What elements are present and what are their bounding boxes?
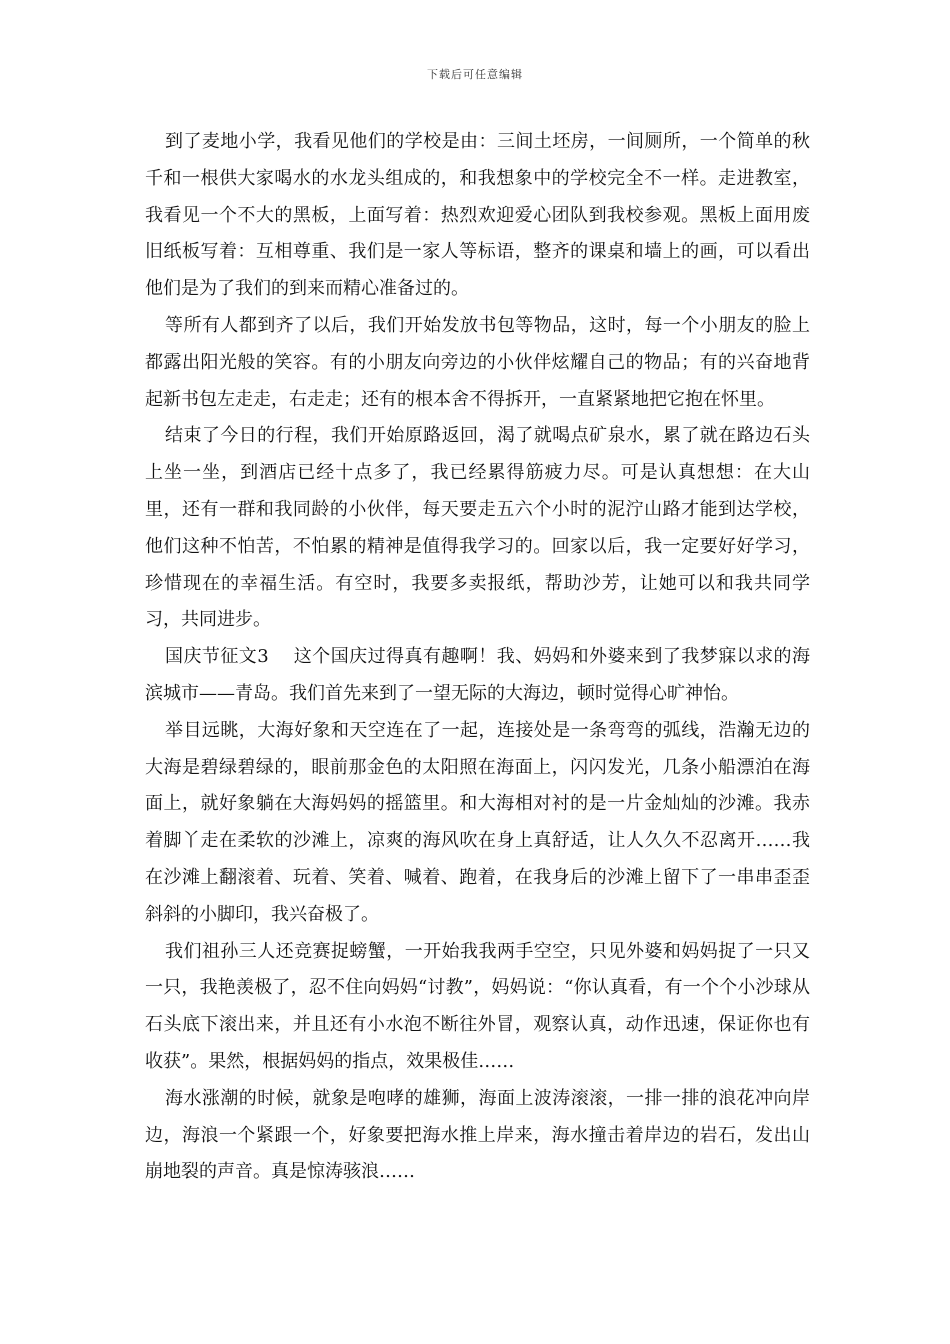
article-body — [145, 124, 810, 1191]
paragraph-4: 国庆节征文3 这个国庆过得真有趣啊！我、妈妈和外婆来到了我梦寐以求的海滨城市——青岛。我们首先来到了一望无际的大海边，顿时觉得心旷神怡。 — [145, 646, 810, 704]
paragraph-7: 海水涨潮的时候，就象是咆哮的雄狮，海面上波涛滚滚，一排一排的浪花冲向岸边，海浪一个紧跟一个，好象要把海水推上岸来，海水撞击着岸边的岩石，发出山崩地裂的声音。真是惊涛骇浪…… — [145, 1087, 810, 1183]
paragraph-1: 到了麦地小学，我看见他们的学校是由：三间土坯房，一间厕所，一个简单的秋千和一根供大家喝水的水龙头组成的，和我想象中的学校完全不一样。走进教室，我看见一个不大的黑板，上面写着：热烈欢迎爱心团队到我校参观。黑板上面用废旧纸板写着：互相尊重、我们是一家人等标语，整齐的课桌和墙上的画，可以看出他们是为了我们的到来而精心准备过的。 — [145, 131, 810, 300]
paragraph-2: 等所有人都到齐了以后，我们开始发放书包等物品，这时，每一个小朋友的脸上都露出阳光般的笑容。有的小朋友向旁边的小伙伴炫耀自己的物品；有的兴奋地背起新书包左走走，右走走；还有的根本舍不得拆开，一直紧紧地把它抱在怀里。 — [145, 314, 810, 410]
page-header: 下载后可任意编辑 — [427, 68, 523, 81]
paragraph-6: 我们祖孙三人还竞赛捉螃蟹，一开始我我两手空空，只见外婆和妈妈捉了一只又一只，我艳羡极了，忍不住向妈妈“讨教”，妈妈说：“你认真看，有一个个小沙球从石头底下滚出来，并且还有小水泡不断往外冒，观察认真，动作迅速，保证你也有收获”。果然，根据妈妈的指点，效果极佳…… — [145, 940, 810, 1072]
paragraph-5: 举目远眺，大海好象和天空连在了一起，连接处是一条弯弯的弧线，浩瀚无边的大海是碧绿碧绿的，眼前那金色的太阳照在海面上，闪闪发光，几条小船漂泊在海面上，就好象躺在大海妈妈的摇篮里。和大海相对衬的是一片金灿灿的沙滩。我赤着脚丫走在柔软的沙滩上，凉爽的海风吹在身上真舒适，让人久久不忍离开……我在沙滩上翻滚着、玩着、笑着、喊着、跑着，在我身后的沙滩上留下了一串串歪歪斜斜的小脚印，我兴奋极了。 — [145, 719, 810, 925]
paragraph-3: 结束了今日的行程，我们开始原路返回，渴了就喝点矿泉水，累了就在路边石头上坐一坐，到酒店已经十点多了，我已经累得筋疲力尽。可是认真想想：在大山里，还有一群和我同龄的小伙伴，每天要走五六个小时的泥泞山路才能到达学校，他们这种不怕苦，不怕累的精神是值得我学习的。回家以后，我一定要好好学习，珍惜现在的幸福生活。有空时，我要多卖报纸，帮助沙芳，让她可以和我共同学习，共同进步。 — [145, 425, 810, 631]
